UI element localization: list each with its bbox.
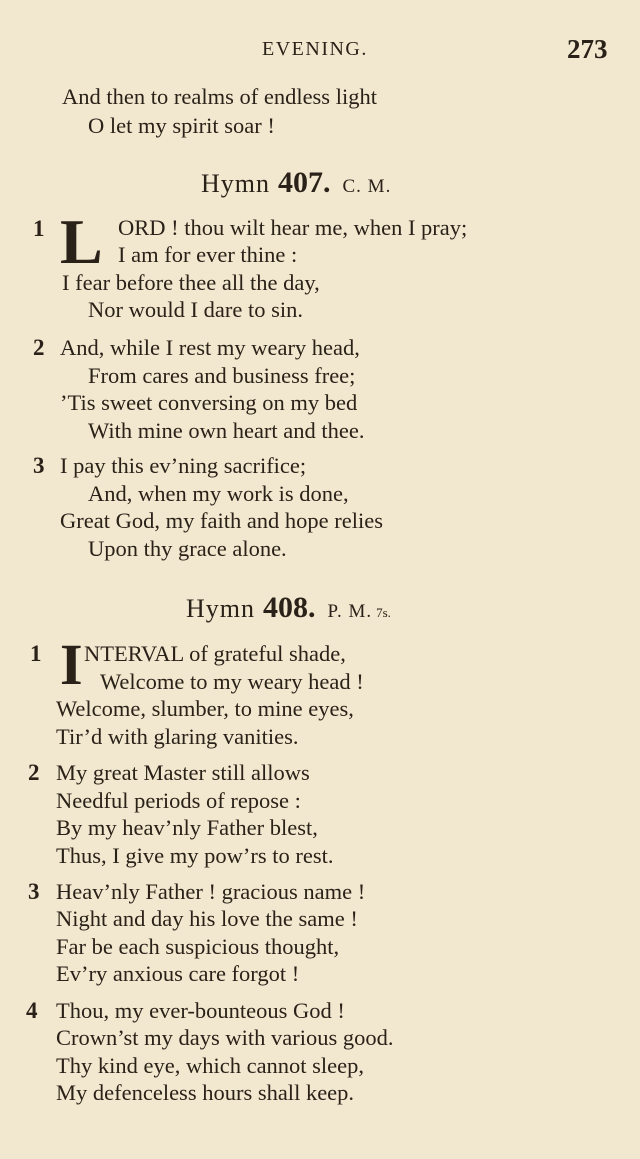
hymn-407-title-word: Hymn	[201, 169, 270, 198]
verse-line: Tir’d with glaring vanities.	[56, 724, 299, 749]
verse-line: Thy kind eye, which cannot sleep,	[56, 1053, 365, 1078]
page-header	[0, 34, 640, 74]
page-number: 273	[567, 34, 608, 64]
verse-line: Thus, I give my pow’rs to rest.	[56, 843, 334, 868]
verse-number: 1	[30, 641, 42, 666]
verse-line: I pay this ev’ning sacrifice;	[60, 453, 307, 478]
hymn-408-title-word: Hymn	[186, 594, 255, 623]
hymn-408-meter-sub: 7s.	[376, 605, 391, 620]
running-title: EVENING.	[262, 38, 368, 60]
verse-line: ’Tis sweet conversing on my bed	[60, 390, 358, 415]
verse-number: 4	[26, 998, 38, 1023]
verse-line: From cares and business free;	[88, 363, 356, 388]
verse-line: Welcome to my weary head !	[100, 669, 364, 694]
verse-line: Far be each suspicious thought,	[56, 934, 340, 959]
verse-line: Welcome, slumber, to mine eyes,	[56, 696, 354, 721]
verse-line: And, when my work is done,	[88, 481, 349, 506]
verse-line: NTERVAL of grateful shade,	[84, 641, 346, 666]
verse-number: 2	[28, 760, 40, 785]
verse-line: Night and day his love the same !	[56, 906, 358, 931]
verse-line: Needful periods of repose :	[56, 788, 301, 813]
hymn-407-number: 407.	[278, 166, 331, 199]
hymn-408-meter: P. M.	[327, 601, 373, 622]
drop-cap: I	[60, 632, 83, 697]
verse-number: 1	[33, 216, 45, 241]
verse-line: Heav’nly Father ! gracious name !	[56, 879, 366, 904]
verse-line: Thou, my ever-bounteous God !	[56, 998, 345, 1023]
verse-line: My great Master still allows	[56, 760, 310, 785]
verse-line: I am for ever thine :	[118, 242, 298, 267]
continuation-line-1: And then to realms of endless light	[62, 84, 377, 109]
verse-number: 3	[28, 879, 40, 904]
hymn-407-meter: C. M.	[342, 176, 392, 197]
verse-line: Ev’ry anxious care forgot !	[56, 961, 300, 986]
verse-line: Great God, my faith and hope relies	[60, 508, 384, 533]
verse-line: Nor would I dare to sin.	[88, 297, 303, 322]
verse-number: 3	[33, 453, 45, 478]
verse-line: By my heav’nly Father blest,	[56, 815, 318, 840]
verse-line: My defenceless hours shall keep.	[56, 1080, 355, 1105]
drop-cap: L	[60, 206, 103, 277]
hymn-408-number: 408.	[263, 591, 316, 624]
verse-line: Crown’st my days with various good.	[56, 1025, 394, 1050]
verse-line: ORD ! thou wilt hear me, when I pray;	[118, 215, 468, 240]
verse-line: Upon thy grace alone.	[88, 536, 287, 561]
hymn-408-title	[186, 591, 391, 625]
continuation-line-2: O let my spirit soar !	[88, 113, 275, 138]
verse-line: With mine own heart and thee.	[88, 418, 365, 443]
hymn-407-title	[201, 166, 391, 200]
verse-number: 2	[33, 335, 45, 360]
verse-line: I fear before thee all the day,	[62, 270, 320, 295]
verse-line: And, while I rest my weary head,	[60, 335, 360, 360]
